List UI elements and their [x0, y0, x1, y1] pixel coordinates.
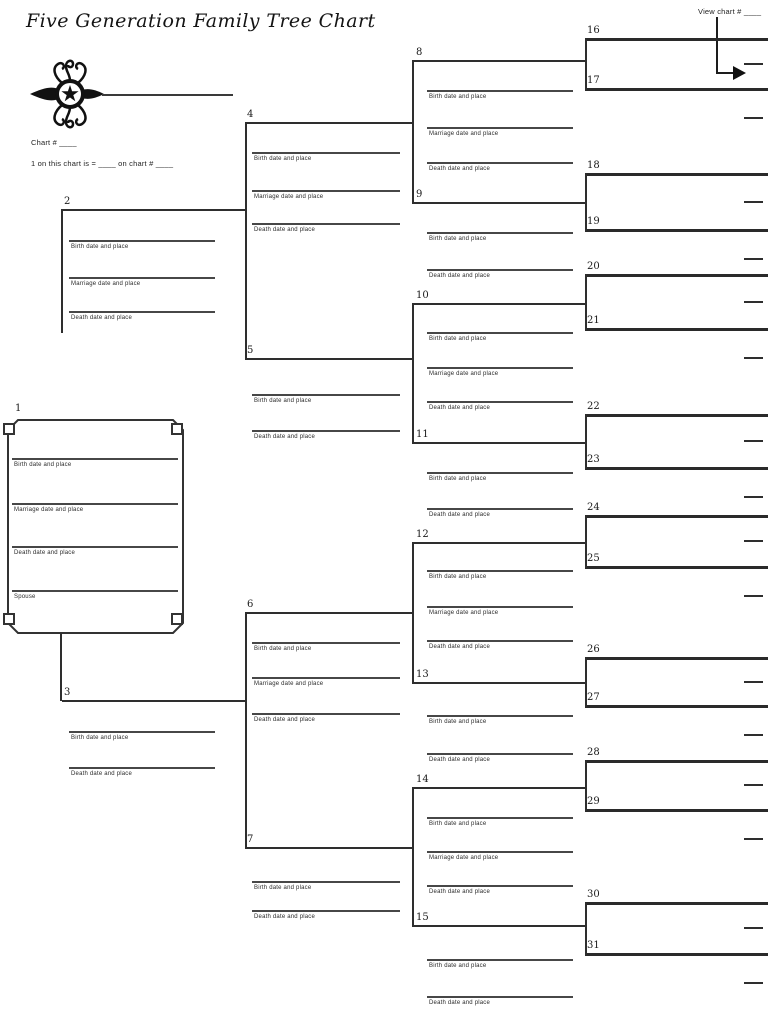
person-8-number: 8	[416, 47, 423, 58]
person-2-death-line	[69, 311, 215, 313]
person-31-number: 31	[587, 940, 600, 951]
person-3-birth-label: Birth date and place	[71, 735, 129, 741]
person-21-number: 21	[587, 315, 600, 326]
person-14-marriage-line	[427, 851, 573, 853]
person-6-death-line	[252, 713, 400, 715]
person-28-name-line	[585, 760, 768, 763]
person-10-marriage-label: Marriage date and place	[429, 371, 499, 377]
person-15-birth-line	[427, 959, 573, 961]
connector-bracket	[412, 303, 414, 444]
person-7-death-label: Death date and place	[254, 914, 316, 920]
chart-ref-blank	[744, 734, 763, 736]
connector-bracket	[585, 414, 587, 469]
connector-bracket	[245, 122, 247, 360]
person-2-birth-line	[69, 240, 215, 242]
person-6-birth-line	[252, 642, 400, 644]
chart-ref-blank	[744, 784, 763, 786]
person-13-name-line	[412, 682, 585, 684]
connector-bracket	[585, 902, 587, 955]
view-chart-label: View chart # ____	[698, 7, 762, 16]
person-16-number: 16	[587, 25, 600, 36]
chart-ref-blank	[744, 595, 763, 597]
person-26-name-line	[585, 657, 768, 660]
person-11-death-line	[427, 508, 573, 510]
person-1-spouse-line	[12, 590, 178, 592]
person-7-number: 7	[247, 834, 254, 845]
person-6-death-label: Death date and place	[254, 717, 316, 723]
person-8-marriage-label: Marriage date and place	[429, 131, 499, 137]
connector-bracket	[585, 274, 587, 330]
person-9-number: 9	[416, 189, 423, 200]
person-10-birth-line	[427, 332, 573, 334]
box-to-parents-connector	[60, 633, 62, 701]
person-12-marriage-label: Marriage date and place	[429, 610, 499, 616]
person-1-death-label: Death date and place	[14, 550, 76, 556]
person-20-number: 20	[587, 261, 600, 272]
connector-bracket	[585, 515, 587, 568]
chart-ref-blank	[744, 301, 763, 303]
person-22-number: 22	[587, 401, 600, 412]
chart-ref-blank	[744, 117, 763, 119]
person-9-death-line	[427, 269, 573, 271]
person-6-number: 6	[247, 599, 254, 610]
person-1-marriage-label: Marriage date and place	[14, 507, 84, 513]
person-17-name-line	[585, 88, 768, 91]
person-13-death-line	[427, 753, 573, 755]
chart-ref-blank	[744, 838, 763, 840]
person-20-name-line	[585, 274, 768, 277]
person-2-name-line	[62, 209, 245, 211]
chart-ref-blank	[744, 201, 763, 203]
person-8-birth-line	[427, 90, 573, 92]
person-7-name-line	[245, 847, 413, 849]
person-12-birth-line	[427, 570, 573, 572]
person-25-name-line	[585, 566, 768, 569]
person-25-number: 25	[587, 553, 600, 564]
person-14-name-line	[412, 787, 585, 789]
connector-bracket	[585, 657, 587, 707]
connector-bracket	[585, 173, 587, 231]
person-1-birth-line	[12, 458, 178, 460]
person-23-name-line	[585, 467, 768, 470]
person-4-death-line	[252, 223, 400, 225]
person-1-spouse-label: Spouse	[14, 594, 36, 600]
person-8-death-line	[427, 162, 573, 164]
person-7-death-line	[252, 910, 400, 912]
person-7-birth-line	[252, 881, 400, 883]
person-6-marriage-line	[252, 677, 400, 679]
person-10-death-label: Death date and place	[429, 405, 491, 411]
person-11-birth-line	[427, 472, 573, 474]
person-31-name-line	[585, 953, 768, 956]
person-15-death-line	[427, 996, 573, 998]
person-2-death-label: Death date and place	[71, 315, 133, 321]
person-19-number: 19	[587, 216, 600, 227]
chart-ref-blank	[744, 440, 763, 442]
person-3-death-label: Death date and place	[71, 771, 133, 777]
person-23-number: 23	[587, 454, 600, 465]
ornament-rule	[102, 94, 233, 96]
chart-ref-blank	[744, 982, 763, 984]
person-30-name-line	[585, 902, 768, 905]
person-5-death-line	[252, 430, 400, 432]
person-13-number: 13	[416, 669, 429, 680]
person-12-death-label: Death date and place	[429, 644, 491, 650]
person-15-name-line	[412, 925, 585, 927]
chart-ref-blank	[744, 258, 763, 260]
person-30-number: 30	[587, 889, 600, 900]
person-18-number: 18	[587, 160, 600, 171]
person-4-number: 4	[247, 109, 254, 120]
person-11-death-label: Death date and place	[429, 512, 491, 518]
connector-bracket	[585, 38, 587, 90]
connector-bracket	[412, 787, 414, 927]
person-11-number: 11	[416, 429, 429, 440]
person-15-number: 15	[416, 912, 429, 923]
person-29-number: 29	[587, 796, 600, 807]
person-3-name-line	[62, 700, 245, 702]
person-7-birth-label: Birth date and place	[254, 885, 312, 891]
person-12-marriage-line	[427, 606, 573, 608]
person-26-number: 26	[587, 644, 600, 655]
chart-number-label: Chart # ____	[31, 138, 77, 147]
person-28-number: 28	[587, 747, 600, 758]
chart-ref-blank	[744, 357, 763, 359]
person-1-marriage-line	[12, 503, 178, 505]
person-11-name-line	[412, 442, 585, 444]
person-14-death-label: Death date and place	[429, 889, 491, 895]
person-9-birth-line	[427, 232, 573, 234]
connector-bracket	[412, 542, 414, 684]
person-11-birth-label: Birth date and place	[429, 476, 487, 482]
person-9-name-line	[412, 202, 585, 204]
page-title: Five Generation Family Tree Chart	[26, 10, 376, 32]
person-19-name-line	[585, 229, 768, 232]
person-16-name-line	[585, 38, 768, 41]
person-5-birth-label: Birth date and place	[254, 398, 312, 404]
person-4-birth-label: Birth date and place	[254, 156, 312, 162]
connector-bracket	[412, 60, 414, 204]
person-8-name-line	[412, 60, 585, 62]
person-8-death-label: Death date and place	[429, 166, 491, 172]
view-chart-arrowhead-icon	[733, 66, 746, 80]
person-6-marriage-label: Marriage date and place	[254, 681, 324, 687]
primary-person-box	[2, 414, 190, 640]
person-24-number: 24	[587, 502, 600, 513]
chart-ref-blank	[744, 927, 763, 929]
person-14-number: 14	[416, 774, 429, 785]
connector-bracket	[585, 760, 587, 811]
view-chart-arrow-line	[716, 17, 718, 74]
person-4-marriage-label: Marriage date and place	[254, 194, 324, 200]
person-10-birth-label: Birth date and place	[429, 336, 487, 342]
person-12-number: 12	[416, 529, 429, 540]
person-4-marriage-line	[252, 190, 400, 192]
person-10-name-line	[412, 303, 585, 305]
person-4-birth-line	[252, 152, 400, 154]
person-9-death-label: Death date and place	[429, 273, 491, 279]
chart-ref-blank	[744, 540, 763, 542]
person-12-birth-label: Birth date and place	[429, 574, 487, 580]
person-24-name-line	[585, 515, 768, 518]
person-1-death-line	[12, 546, 178, 548]
person-14-birth-label: Birth date and place	[429, 821, 487, 827]
person-3-death-line	[69, 767, 215, 769]
person-9-birth-label: Birth date and place	[429, 236, 487, 242]
chart-ref-blank	[744, 496, 763, 498]
person-5-name-line	[245, 358, 413, 360]
person-2-number: 2	[64, 196, 71, 207]
person-14-marriage-label: Marriage date and place	[429, 855, 499, 861]
person-10-marriage-line	[427, 367, 573, 369]
person-8-marriage-line	[427, 127, 573, 129]
person-27-number: 27	[587, 692, 600, 703]
chart-ref-blank	[744, 63, 763, 65]
person-2-marriage-label: Marriage date and place	[71, 281, 141, 287]
person-10-number: 10	[416, 290, 429, 301]
connector-bracket	[245, 612, 247, 849]
person-10-death-line	[427, 401, 573, 403]
connector-bracket	[61, 209, 63, 333]
person-2-marriage-line	[69, 277, 215, 279]
identity-line: 1 on this chart is = ____ on chart # ____	[31, 159, 174, 168]
person-3-number: 3	[64, 687, 71, 698]
person-3-birth-line	[69, 731, 215, 733]
person-27-name-line	[585, 705, 768, 708]
person-17-number: 17	[587, 75, 600, 86]
person-12-name-line	[412, 542, 585, 544]
person-13-death-label: Death date and place	[429, 757, 491, 763]
person-15-death-label: Death date and place	[429, 1000, 491, 1006]
person-13-birth-label: Birth date and place	[429, 719, 487, 725]
person-15-birth-label: Birth date and place	[429, 963, 487, 969]
person-29-name-line	[585, 809, 768, 812]
compass-ornament-icon	[26, 50, 110, 138]
person-22-name-line	[585, 414, 768, 417]
person-8-birth-label: Birth date and place	[429, 94, 487, 100]
person-6-birth-label: Birth date and place	[254, 646, 312, 652]
person-4-death-label: Death date and place	[254, 227, 316, 233]
person-18-name-line	[585, 173, 768, 176]
person-1-birth-label: Birth date and place	[14, 462, 72, 468]
person-5-number: 5	[247, 345, 254, 356]
chart-ref-blank	[744, 681, 763, 683]
person-12-death-line	[427, 640, 573, 642]
person-1-number: 1	[15, 403, 22, 414]
person-14-death-line	[427, 885, 573, 887]
person-6-name-line	[245, 612, 413, 614]
person-21-name-line	[585, 328, 768, 331]
person-4-name-line	[245, 122, 413, 124]
person-2-birth-label: Birth date and place	[71, 244, 129, 250]
person-5-death-label: Death date and place	[254, 434, 316, 440]
person-5-birth-line	[252, 394, 400, 396]
person-13-birth-line	[427, 715, 573, 717]
person-14-birth-line	[427, 817, 573, 819]
